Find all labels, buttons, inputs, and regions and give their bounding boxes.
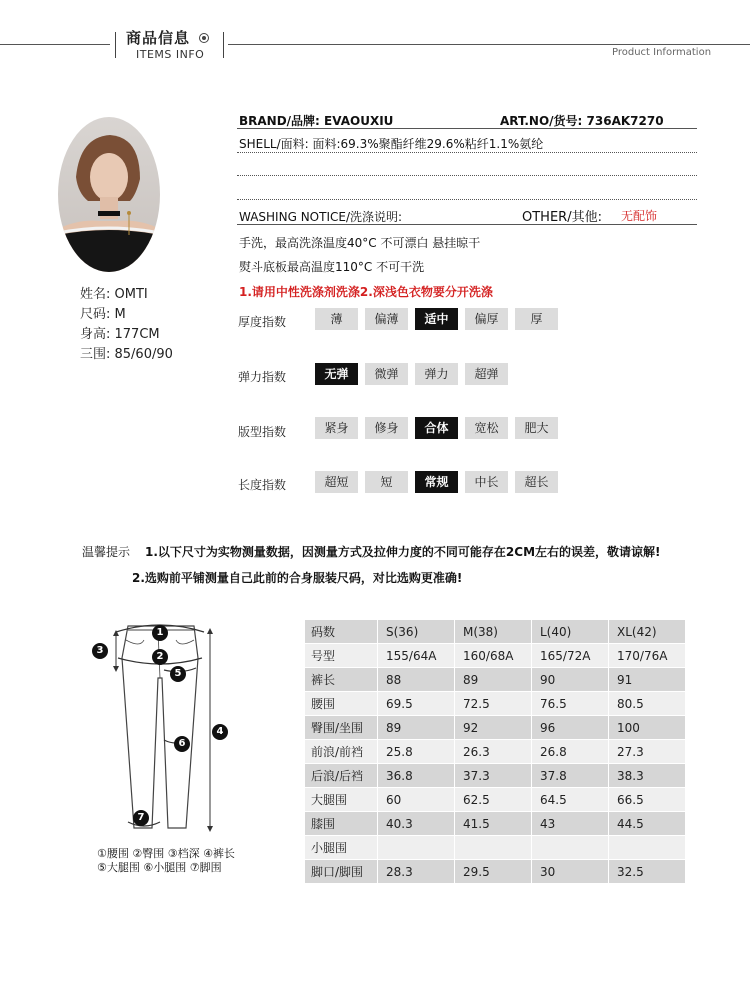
table-cell: 44.5 [609, 812, 686, 836]
wash-instruction-1: 手洗，最高洗涤温度40°C 不可漂白 悬挂晾干 [239, 236, 481, 250]
elasticity-option: 超弹 [465, 363, 508, 385]
table-row [305, 716, 686, 740]
table-cell: 60 [378, 788, 455, 812]
table-cell: 码数 [305, 620, 378, 644]
washing-notice-label: WASHING NOTICE/洗涤说明: [239, 210, 403, 224]
fit-option: 宽松 [465, 417, 508, 439]
tips-label: 温馨提示 [82, 545, 131, 559]
thickness-option: 偏厚 [465, 308, 508, 330]
section-english-title: Product Information [612, 47, 712, 58]
table-cell: 脚口/脚围 [305, 860, 378, 884]
table-row [305, 860, 686, 884]
table-cell: 96 [532, 716, 609, 740]
thickness-option: 偏薄 [365, 308, 408, 330]
table-cell: 89 [455, 668, 532, 692]
other-value: 无配饰 [621, 209, 658, 223]
table-cell: 裤长 [305, 668, 378, 692]
table-row [305, 764, 686, 788]
length-option: 中长 [465, 471, 508, 493]
table-cell: 90 [532, 668, 609, 692]
tip-line-2: 2.选购前平铺测量自己此前的合身服装尺码，对比选购更准确! [132, 571, 463, 585]
table-cell: 前浪/前裆 [305, 740, 378, 764]
table-cell: 88 [378, 668, 455, 692]
model-measurements: 三围: 85/60/90 [80, 347, 173, 362]
header-bar-right [223, 32, 224, 58]
table-cell: 43 [532, 812, 609, 836]
table-cell [532, 836, 609, 860]
table-cell: 62.5 [455, 788, 532, 812]
table-cell: 25.8 [378, 740, 455, 764]
model-name: 姓名: OMTI [80, 287, 148, 302]
tip-line-1: 1.以下尺寸为实物测量数据，因测量方式及拉伸力度的不同可能存在2CM左右的误差，敬请谅解! [145, 545, 661, 559]
thickness-option: 薄 [315, 308, 358, 330]
table-row [305, 740, 686, 764]
table-cell: 41.5 [455, 812, 532, 836]
fabric-composition: SHELL/面料: 面料:69.3%聚酯纤维29.6%粘纤1.1%氨纶 [239, 137, 544, 151]
table-cell: 27.3 [609, 740, 686, 764]
table-cell: 后浪/后裆 [305, 764, 378, 788]
diagram-legend-1: ①腰围 ②臀围 ③档深 ④裤长 [97, 847, 235, 860]
model-portrait [58, 117, 160, 272]
size-table [305, 620, 686, 884]
table-row [305, 692, 686, 716]
elasticity-index-label: 弹力指数 [238, 370, 287, 384]
table-row [305, 812, 686, 836]
section-subtitle: ITEMS INFO [136, 48, 205, 61]
divider [237, 152, 697, 153]
thickness-option: 厚 [515, 308, 558, 330]
table-cell: L(40) [532, 620, 609, 644]
table-cell: 91 [609, 668, 686, 692]
marker-4: 4 [212, 724, 228, 740]
table-cell: 92 [455, 716, 532, 740]
table-row [305, 788, 686, 812]
model-height: 身高: 177CM [80, 327, 160, 342]
elasticity-option: 弹力 [415, 363, 458, 385]
divider [237, 199, 697, 200]
table-cell: 号型 [305, 644, 378, 668]
length-option-selected: 常规 [415, 471, 458, 493]
table-cell [378, 836, 455, 860]
table-cell: 腰围 [305, 692, 378, 716]
table-cell: 大腿围 [305, 788, 378, 812]
table-cell: 89 [378, 716, 455, 740]
table-cell: 膝围 [305, 812, 378, 836]
section-title: 商品信息 [126, 29, 191, 47]
table-cell: 29.5 [455, 860, 532, 884]
table-cell: 80.5 [609, 692, 686, 716]
elasticity-option: 微弹 [365, 363, 408, 385]
table-cell: 小腿围 [305, 836, 378, 860]
header-rule-right [228, 44, 750, 45]
table-row [305, 836, 686, 860]
marker-3: 3 [92, 643, 108, 659]
table-cell: 72.5 [455, 692, 532, 716]
table-cell: 165/72A [532, 644, 609, 668]
table-cell [609, 836, 686, 860]
model-size: 尺码: M [80, 307, 126, 322]
table-cell: 155/64A [378, 644, 455, 668]
wash-warning: 1.请用中性洗涤剂洗涤2.深浅色衣物要分开洗涤 [239, 285, 493, 299]
marker-1: 1 [152, 625, 168, 641]
other-label: OTHER/其他: [522, 210, 602, 225]
table-cell: 66.5 [609, 788, 686, 812]
table-cell: 69.5 [378, 692, 455, 716]
table-cell [455, 836, 532, 860]
length-option: 超短 [315, 471, 358, 493]
table-cell: XL(42) [609, 620, 686, 644]
wash-instruction-2: 熨斗底板最高温度110°C 不可干洗 [239, 260, 425, 274]
article-number: ART.NO/货号: 736AK7270 [500, 114, 664, 128]
fit-option-selected: 合体 [415, 417, 458, 439]
length-option: 短 [365, 471, 408, 493]
marker-2: 2 [152, 649, 168, 665]
header-rule-left [0, 44, 110, 45]
table-cell: 28.3 [378, 860, 455, 884]
elasticity-option-selected: 无弹 [315, 363, 358, 385]
table-cell: M(38) [455, 620, 532, 644]
target-icon [199, 33, 209, 43]
table-cell: 32.5 [609, 860, 686, 884]
divider [237, 175, 697, 176]
divider [237, 128, 697, 129]
table-cell: 36.8 [378, 764, 455, 788]
marker-5: 5 [170, 666, 186, 682]
divider [237, 224, 697, 225]
thickness-index-label: 厚度指数 [238, 315, 287, 329]
table-cell: S(36) [378, 620, 455, 644]
model-illustration [58, 117, 160, 272]
fit-option: 修身 [365, 417, 408, 439]
table-row [305, 668, 686, 692]
table-row [305, 644, 686, 668]
header-bar-left [115, 32, 116, 58]
table-row [305, 620, 686, 644]
table-cell: 64.5 [532, 788, 609, 812]
table-cell: 臀围/坐围 [305, 716, 378, 740]
length-index-label: 长度指数 [238, 478, 287, 492]
diagram-legend-2: ⑤大腿围 ⑥小腿围 ⑦脚围 [97, 861, 222, 874]
table-cell: 30 [532, 860, 609, 884]
table-cell: 170/76A [609, 644, 686, 668]
table-cell: 37.3 [455, 764, 532, 788]
marker-7: 7 [133, 810, 149, 826]
table-cell: 26.8 [532, 740, 609, 764]
brand: BRAND/品牌: EVAOUXIU [239, 114, 394, 128]
fit-option: 紧身 [315, 417, 358, 439]
length-option: 超长 [515, 471, 558, 493]
table-cell: 76.5 [532, 692, 609, 716]
marker-6: 6 [174, 736, 190, 752]
fit-option: 肥大 [515, 417, 558, 439]
table-cell: 160/68A [455, 644, 532, 668]
table-cell: 38.3 [609, 764, 686, 788]
fit-index-label: 版型指数 [238, 425, 287, 439]
table-cell: 40.3 [378, 812, 455, 836]
table-cell: 37.8 [532, 764, 609, 788]
thickness-option-selected: 适中 [415, 308, 458, 330]
table-cell: 26.3 [455, 740, 532, 764]
table-cell: 100 [609, 716, 686, 740]
